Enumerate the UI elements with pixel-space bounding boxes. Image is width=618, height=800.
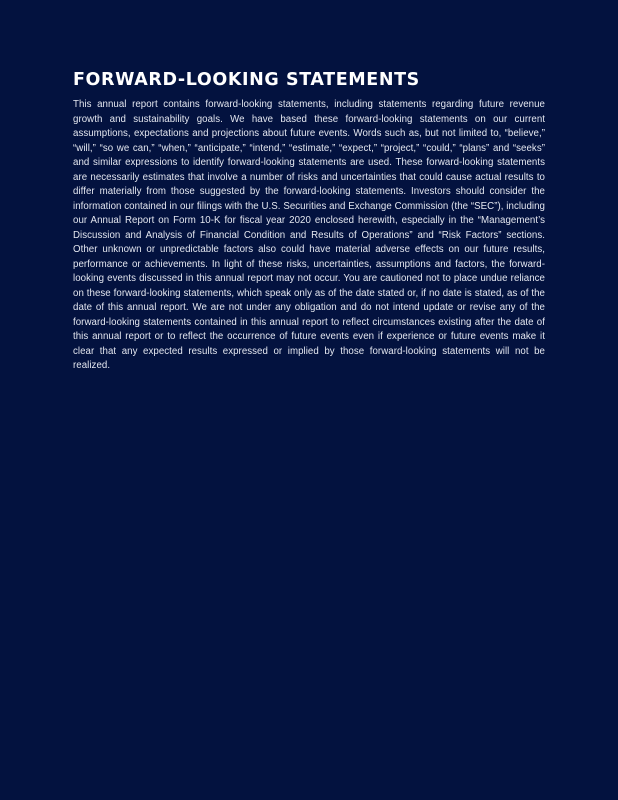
section-body: This annual report contains forward-looking statements, including statements regarding future revenue growth and sustainability goals. We have based these forward-looking statements on our current assumptions, expectations and projections about future events. Words such as, but not limited to, “believe,” “will,” “so we can,” “when,” “anticipate,” “intend,” “estimate,” “expect,” “project,” “could,” “plans” and “seeks” and similar expressions to identify forward-looking statements are used. These forward-looking statements are necessarily estimates that involve a number of risks and uncertainties that could cause actual results to differ materially from those suggested by the forward-looking statements. Investors should consider the information contained in our filings with the U.S. Securities and Exchange Commission (the “SEC”), including our Annual Report on Form 10-K for fiscal year 2020 enclosed herewith, especially in the “Management’s Discussion and Analysis of Financial Condition and Results of Operations” and “Risk Factors” sections. Other unknown or unpredictable factors also could have material adverse effects on our future results, performance or achievements. In light of these risks, uncertainties, assumptions and factors, the forward-looking events discussed in this annual report may not occur. You are cautioned not to place undue reliance on these forward-looking statements, which speak only as of the date stated or, if no date is stated, as of the date of this annual report. We are not under any obligation and do not intend update or revise any of the forward-looking statements contained in this annual report to reflect circumstances existing after the date of this annual report or to reflect the occurrence of future events even if experience or future events make it clear that any expected results expressed or implied by those forward-looking statements will not be realized. — [73, 99, 545, 371]
forward-looking-section — [73, 70, 545, 374]
section-title: FORWARD-LOOKING STATEMENTS — [73, 70, 420, 90]
